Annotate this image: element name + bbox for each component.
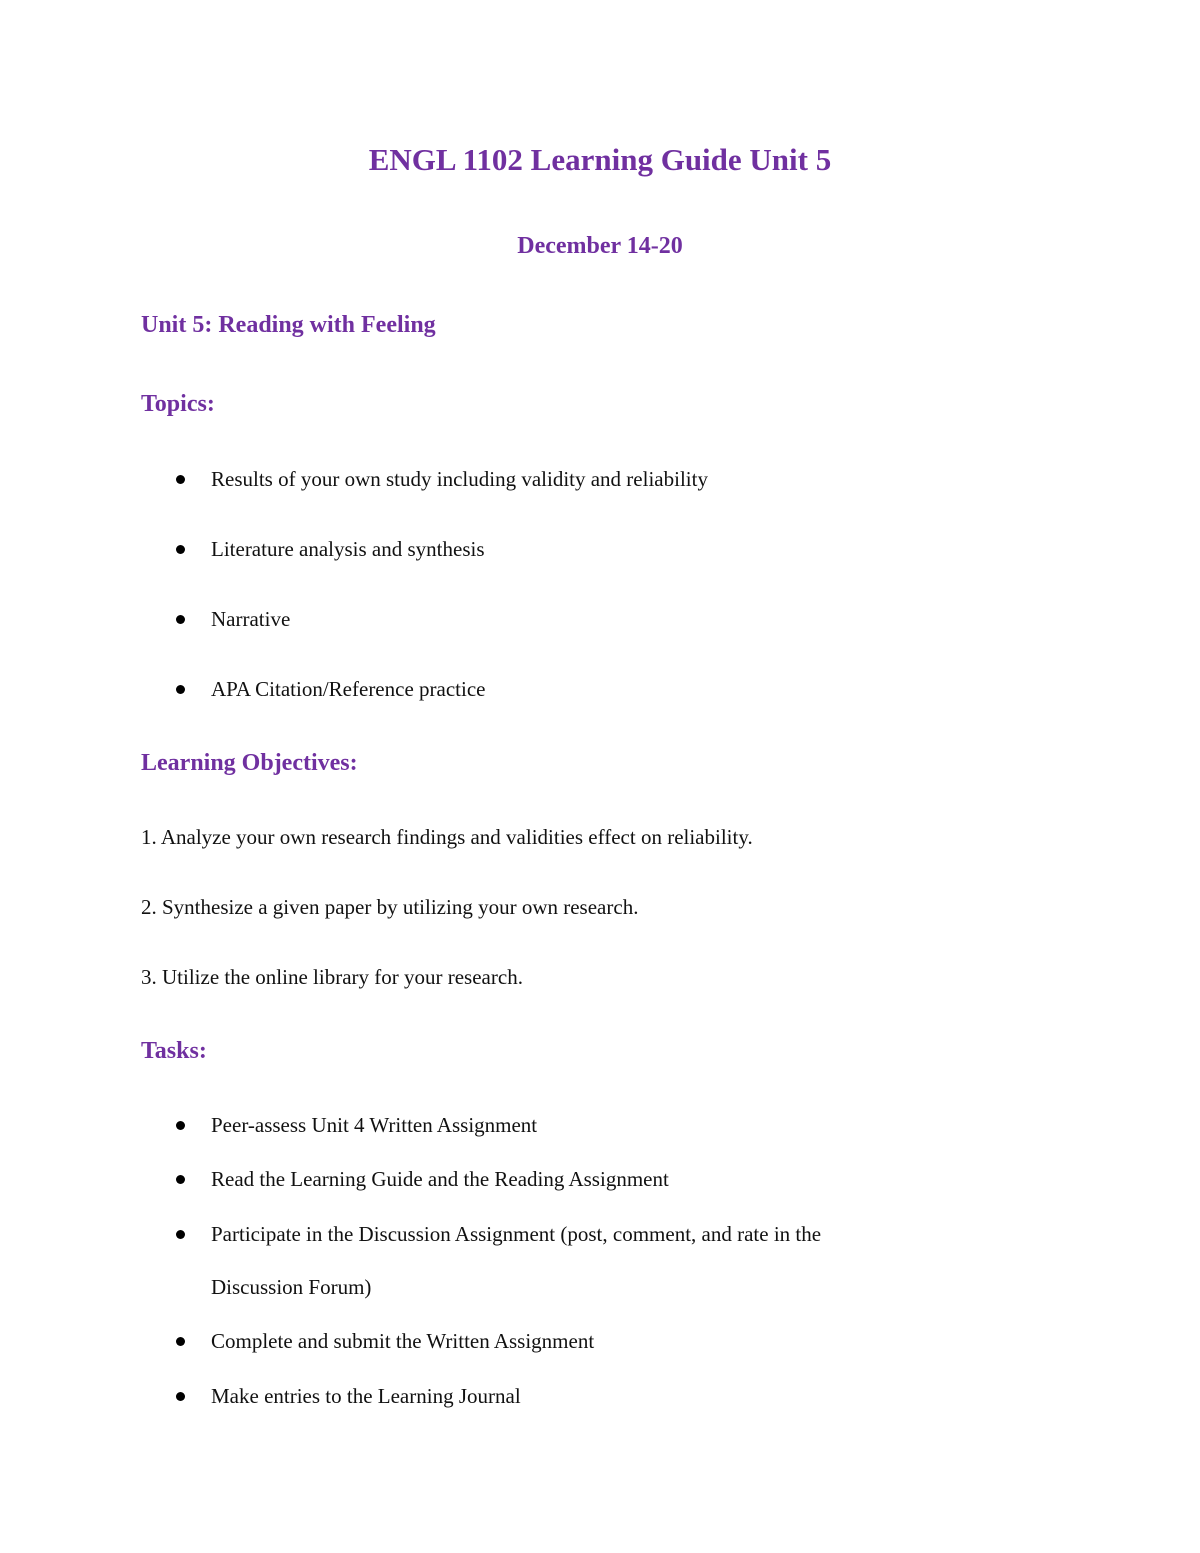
bullet-icon [176, 1337, 185, 1346]
topics-heading: Topics: [141, 391, 215, 417]
bullet-icon [176, 1121, 185, 1130]
unit-heading: Unit 5: Reading with Feeling [141, 312, 436, 338]
topic-item: Narrative [211, 607, 291, 631]
task-item: Make entries to the Learning Journal [211, 1384, 521, 1408]
topic-item: Literature analysis and synthesis [211, 537, 485, 561]
objectives-heading: Learning Objectives: [141, 750, 358, 776]
task-item: Participate in the Discussion Assignment (post, comment, and rate in the Discussion Forum) [211, 1222, 822, 1299]
bullet-icon [176, 1230, 185, 1239]
bullet-icon [176, 475, 185, 484]
tasks-heading: Tasks: [141, 1038, 207, 1064]
objective-item: 1. Analyze your own research findings and validities effect on reliability. [141, 825, 753, 849]
task-item: Read the Learning Guide and the Reading Assignment [211, 1167, 669, 1191]
bullet-icon [176, 685, 185, 694]
topic-item: Results of your own study including validity and reliability [211, 467, 708, 491]
objective-item: 3. Utilize the online library for your research. [141, 965, 523, 989]
topic-item: APA Citation/Reference practice [211, 677, 486, 701]
task-item: Peer-assess Unit 4 Written Assignment [211, 1113, 538, 1137]
bullet-icon [176, 1175, 185, 1184]
objective-item: 2. Synthesize a given paper by utilizing your own research. [141, 895, 639, 919]
bullet-icon [176, 1392, 185, 1401]
task-item: Complete and submit the Written Assignment [211, 1329, 595, 1353]
bullet-icon [176, 545, 185, 554]
date-range: December 14-20 [517, 233, 683, 259]
document-title: ENGL 1102 Learning Guide Unit 5 [368, 142, 832, 177]
bullet-icon [176, 615, 185, 624]
